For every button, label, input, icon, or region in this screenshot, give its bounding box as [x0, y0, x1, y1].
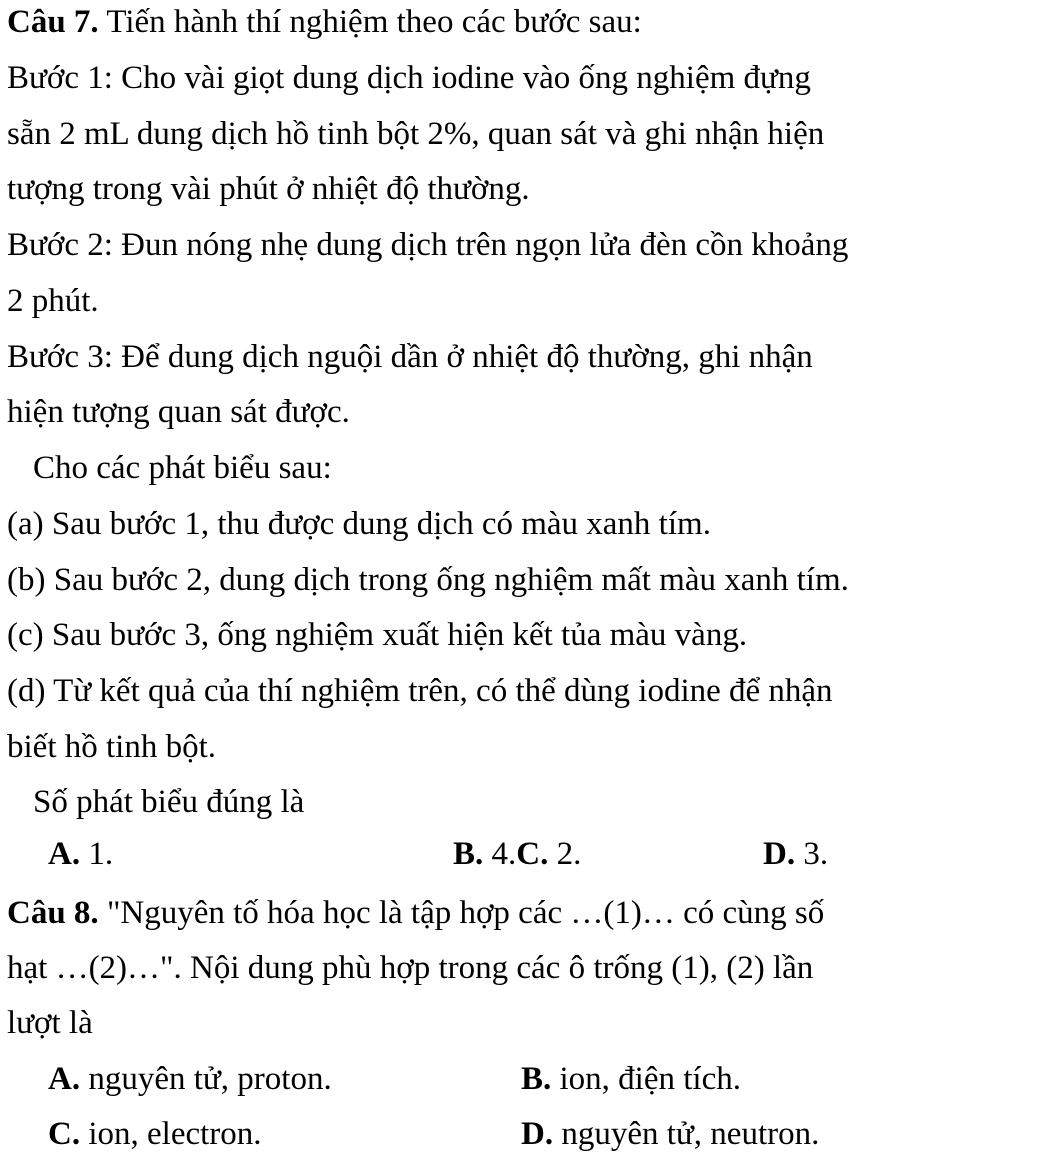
- q7-option-d[interactable]: [763, 834, 828, 874]
- q7-step2-line1: Bước 2: Đun nóng nhẹ dung dịch trên ngọn lửa đèn cồn khoảng: [7, 227, 849, 263]
- q7-number: Câu 7.: [7, 4, 99, 40]
- q8-option-a[interactable]: [48, 1059, 332, 1099]
- q7-option-b-text: 4.: [483, 836, 517, 872]
- q8-option-c[interactable]: [48, 1114, 262, 1154]
- q8-line3: lượt là: [7, 1005, 93, 1041]
- q7-step1-line1: Bước 1: Cho vài giọt dung dịch iodine vào ống nghiệm đựng: [7, 60, 811, 96]
- q8-line1: [7, 893, 824, 933]
- q8-line2: hạt …(2)…". Nội dung phù hợp trong các ô trống (1), (2) lần: [7, 950, 814, 986]
- q7-step3-line2: hiện tượng quan sát được.: [7, 394, 350, 430]
- q8-option-d-letter: D.: [521, 1116, 554, 1152]
- q7-option-d-letter: D.: [763, 836, 796, 872]
- q8-option-b-text: ion, điện tích.: [551, 1061, 741, 1097]
- q8-option-c-text: ion, electron.: [80, 1116, 262, 1152]
- q7-option-c-text: 2.: [548, 836, 582, 872]
- q7-option-b-letter: B.: [453, 836, 484, 872]
- q7-option-c[interactable]: [516, 836, 581, 872]
- q7-intro: Tiến hành thí nghiệm theo các bước sau:: [98, 4, 642, 40]
- q7-step1-line3: tượng trong vài phút ở nhiệt độ thường.: [7, 171, 530, 207]
- q7-option-a-letter: A.: [48, 836, 81, 872]
- q7-option-d-text: 3.: [795, 836, 829, 872]
- q7-intro-line: [7, 2, 642, 42]
- q8-line1-text: "Nguyên tố hóa học là tập hợp các …(1)… có cùng số: [98, 895, 825, 931]
- q7-statement-a: (a) Sau bước 1, thu được dung dịch có màu xanh tím.: [7, 506, 711, 542]
- q7-option-a[interactable]: [48, 834, 113, 874]
- q8-number: Câu 8.: [7, 895, 99, 931]
- q8-option-c-letter: C.: [48, 1116, 81, 1152]
- q7-option-c-letter: C.: [516, 836, 549, 872]
- q8-option-a-letter: A.: [48, 1061, 81, 1097]
- q7-option-a-text: 1.: [80, 836, 114, 872]
- q8-option-a-text: nguyên tử, proton.: [80, 1061, 332, 1097]
- q8-option-d-text: nguyên tử, neutron.: [553, 1116, 820, 1152]
- q7-statement-b: (b) Sau bước 2, dung dịch trong ống nghiệm mất màu xanh tím.: [7, 562, 849, 598]
- q7-question: Số phát biểu đúng là: [33, 784, 305, 820]
- q7-option-b[interactable]: [453, 836, 516, 872]
- q7-statements-intro: Cho các phát biểu sau:: [33, 450, 332, 486]
- q7-statement-d-line1: (d) Từ kết quả của thí nghiệm trên, có thể dùng iodine để nhận: [7, 673, 833, 709]
- q8-option-b[interactable]: [521, 1059, 741, 1099]
- q8-option-b-letter: B.: [521, 1061, 552, 1097]
- q7-step1-line2: sẵn 2 mL dung dịch hồ tinh bột 2%, quan sát và ghi nhận hiện: [7, 116, 825, 152]
- q8-option-d[interactable]: [521, 1114, 819, 1154]
- q7-step3-line1: Bước 3: Để dung dịch nguội dần ở nhiệt độ thường, ghi nhận: [7, 339, 813, 375]
- q7-step2-line2: 2 phút.: [7, 283, 99, 319]
- q7-statement-c: (c) Sau bước 3, ống nghiệm xuất hiện kết tủa màu vàng.: [7, 617, 748, 653]
- q7-statement-d-line2: biết hồ tinh bột.: [7, 729, 216, 765]
- q7-option-bc: [453, 834, 581, 874]
